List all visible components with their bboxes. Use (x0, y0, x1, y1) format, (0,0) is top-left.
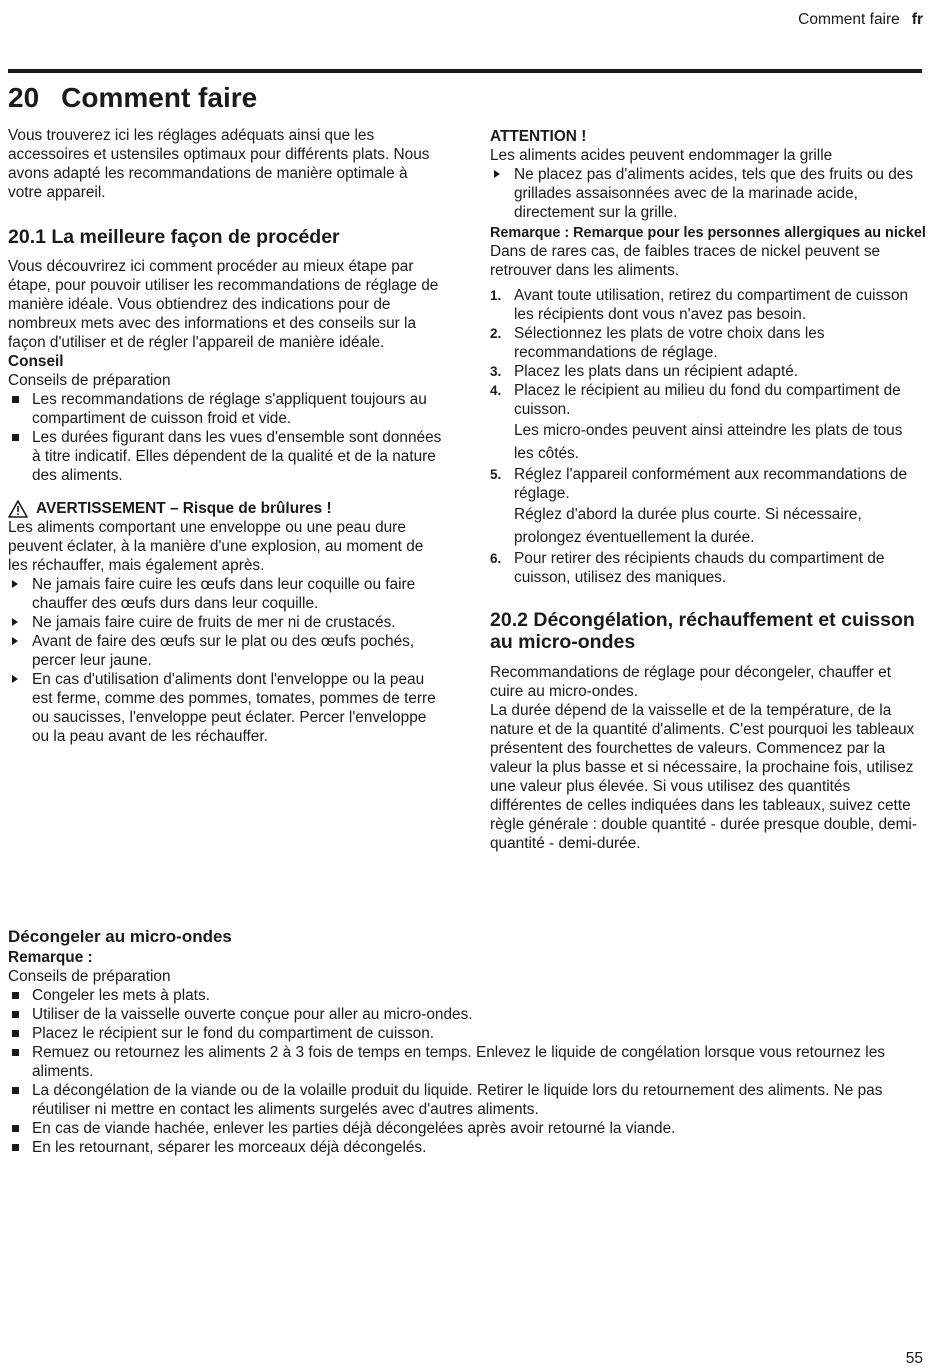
step-number: 6. (490, 551, 502, 566)
chapter-title (8, 79, 257, 117)
warning-list (8, 575, 444, 746)
chapter-number: 20 (8, 82, 40, 113)
defrost-heading: Décongeler au micro-ondes (8, 927, 232, 946)
left-column (8, 126, 444, 746)
step-number: 4. (490, 383, 502, 398)
step-text: Réglez l'appareil conformément aux recommandations de réglage. (514, 466, 908, 502)
list-item: La décongélation de la viande ou de la volaille produit du liquide. Retirer le liquide lors du retournement des aliments. Ne pas réutiliser ni mettre en contact les aliments surgelés avec d'autres aliments. (8, 1081, 922, 1119)
defrost-note-subtitle: Conseils de préparation (8, 968, 171, 985)
step-item (490, 324, 926, 362)
step-number: 2. (490, 326, 502, 341)
step-result: Réglez d'abord la durée plus courte. Si nécessaire, prolongez éventuellement la durée. (514, 506, 862, 546)
defrost-note-label: Remarque : (8, 949, 93, 966)
step-text: Sélectionnez les plats de votre choix dans les recommandations de réglage. (514, 325, 825, 361)
section-heading-20-2: 20.2 Décongélation, réchauffement et cuisson au micro-ondes (490, 609, 915, 653)
list-item: Les durées figurant dans les vues d'ensemble sont données à titre indicatif. Elles dépendent de la qualité et de la nature des aliments. (8, 428, 444, 485)
tip-label: Conseil (8, 353, 64, 370)
tip-subtitle: Conseils de préparation (8, 372, 171, 389)
list-item: En cas de viande hachée, enlever les parties déjà décongelées après avoir retourné la viande. (8, 1119, 922, 1138)
step-item (490, 549, 926, 587)
defrost-list (8, 986, 922, 1157)
page-number: 55 (905, 1350, 923, 1367)
warning-triangle-icon (8, 500, 28, 518)
step-number: 5. (490, 467, 502, 482)
warning-title-text: AVERTISSEMENT – Risque de brûlures ! (36, 500, 332, 517)
attention-title: ATTENTION ! (490, 128, 587, 145)
header-language: fr (911, 11, 923, 28)
step-item (490, 381, 926, 465)
step-text: Placez les plats dans un récipient adapté. (514, 363, 799, 380)
step-text: Pour retirer des récipients chauds du compartiment de cuisson, utilisez des maniques. (514, 550, 885, 586)
list-item: Ne jamais faire cuire les œufs dans leur coquille ou faire chauffer des œufs durs dans leur coquille. (8, 575, 444, 613)
step-text: Avant toute utilisation, retirez du compartiment de cuisson les récipients dont vous n'avez pas besoin. (514, 287, 909, 323)
list-item: Ne placez pas d'aliments acides, tels que des fruits ou des grillades assaisonnées avec de la marinade acide, directement sur la grille. (490, 165, 926, 222)
section-heading-20-1: 20.1 La meilleure façon de procéder (8, 226, 340, 248)
step-number: 3. (490, 364, 502, 379)
step-text: Placez le récipient au milieu du fond du compartiment de cuisson. (514, 382, 901, 418)
list-item: Ne jamais faire cuire de fruits de mer ni de crustacés. (8, 613, 444, 632)
step-number: 1. (490, 288, 502, 303)
list-item: En cas d'utilisation d'aliments dont l'enveloppe ou la peau est ferme, comme des pommes, tomates, pommes de terre ou saucisses, l'enveloppe peut éclater. Percer l'enveloppe ou la peau avant de les réchauffer. (8, 670, 444, 746)
attention-body: Les aliments acides peuvent endommager la grille (490, 147, 833, 164)
intro-paragraph: Vous trouverez ici les réglages adéquats ainsi que les accessoires et ustensiles optimaux pour différents plats. Nous avons adapté les recommandations de manière optimale à votre appareil. (8, 127, 430, 201)
warning-title (8, 499, 444, 518)
list-item: Les recommandations de réglage s'appliquent toujours au compartiment de cuisson froid et vide. (8, 390, 444, 428)
nickel-note-title: Remarque : Remarque pour les personnes allergiques au nickel (490, 225, 926, 241)
list-item: En les retournant, séparer les morceaux déjà décongelés. (8, 1138, 922, 1157)
warning-body: Les aliments comportant une enveloppe ou une peau dure peuvent éclater, à la manière d'une explosion, au moment de les réchauffer, mais également après. (8, 519, 424, 574)
list-item: Placez le récipient sur le fond du compartiment de cuisson. (8, 1024, 922, 1043)
header-section: Comment faire (798, 11, 900, 28)
nickel-note-body: Dans de rares cas, de faibles traces de nickel peuvent se retrouver dans les aliments. (490, 243, 881, 279)
section-20-2-body: Recommandations de réglage pour décongeler, chauffer et cuire au micro-ondes. La durée dépend de la vaisselle et de la température, de la nature et de la quantité d'aliments. C'est pourquoi les tableaux présentent des fourchettes de valeurs. Commencez par la valeur la plus basse et si nécessaire, la prochaine fois, utilisez une valeur plus élevée. Si vous utilisez des quantités différentes de celles indiquées dans les tableaux, suivez cette règle générale : double quantité - durée presque double, demi-quantité - demi-durée. (490, 664, 917, 852)
right-column (490, 127, 926, 853)
defrost-section (8, 926, 922, 1157)
chapter-title-text: Comment faire (61, 82, 258, 113)
list-item: Avant de faire des œufs sur le plat ou des œufs pochés, percer leur jaune. (8, 632, 444, 670)
attention-list (490, 165, 926, 222)
header-rule (8, 69, 922, 73)
list-item: Remuez ou retournez les aliments 2 à 3 fois de temps en temps. Enlevez le liquide de congélation lorsque vous retournez les aliments. (8, 1043, 922, 1081)
step-result: Les micro-ondes peuvent ainsi atteindre les plats de tous les côtés. (514, 422, 903, 462)
step-item (490, 465, 926, 549)
tip-list (8, 390, 444, 485)
list-item: Congeler les mets à plats. (8, 986, 922, 1005)
procedure-steps (490, 286, 926, 587)
section-20-1-body: Vous découvrirez ici comment procéder au mieux étape par étape, pour pouvoir utiliser les recommandations de réglage de manière idéale. Vous obtiendrez des indications pour de nombreux mets avec des informations et des conseils sur la façon d'utiliser et de régler l'appareil de manière idéale. (8, 258, 439, 351)
step-item (490, 286, 926, 324)
list-item: Utiliser de la vaisselle ouverte conçue pour aller au micro-ondes. (8, 1005, 922, 1024)
step-item (490, 362, 926, 381)
running-header (798, 10, 923, 29)
